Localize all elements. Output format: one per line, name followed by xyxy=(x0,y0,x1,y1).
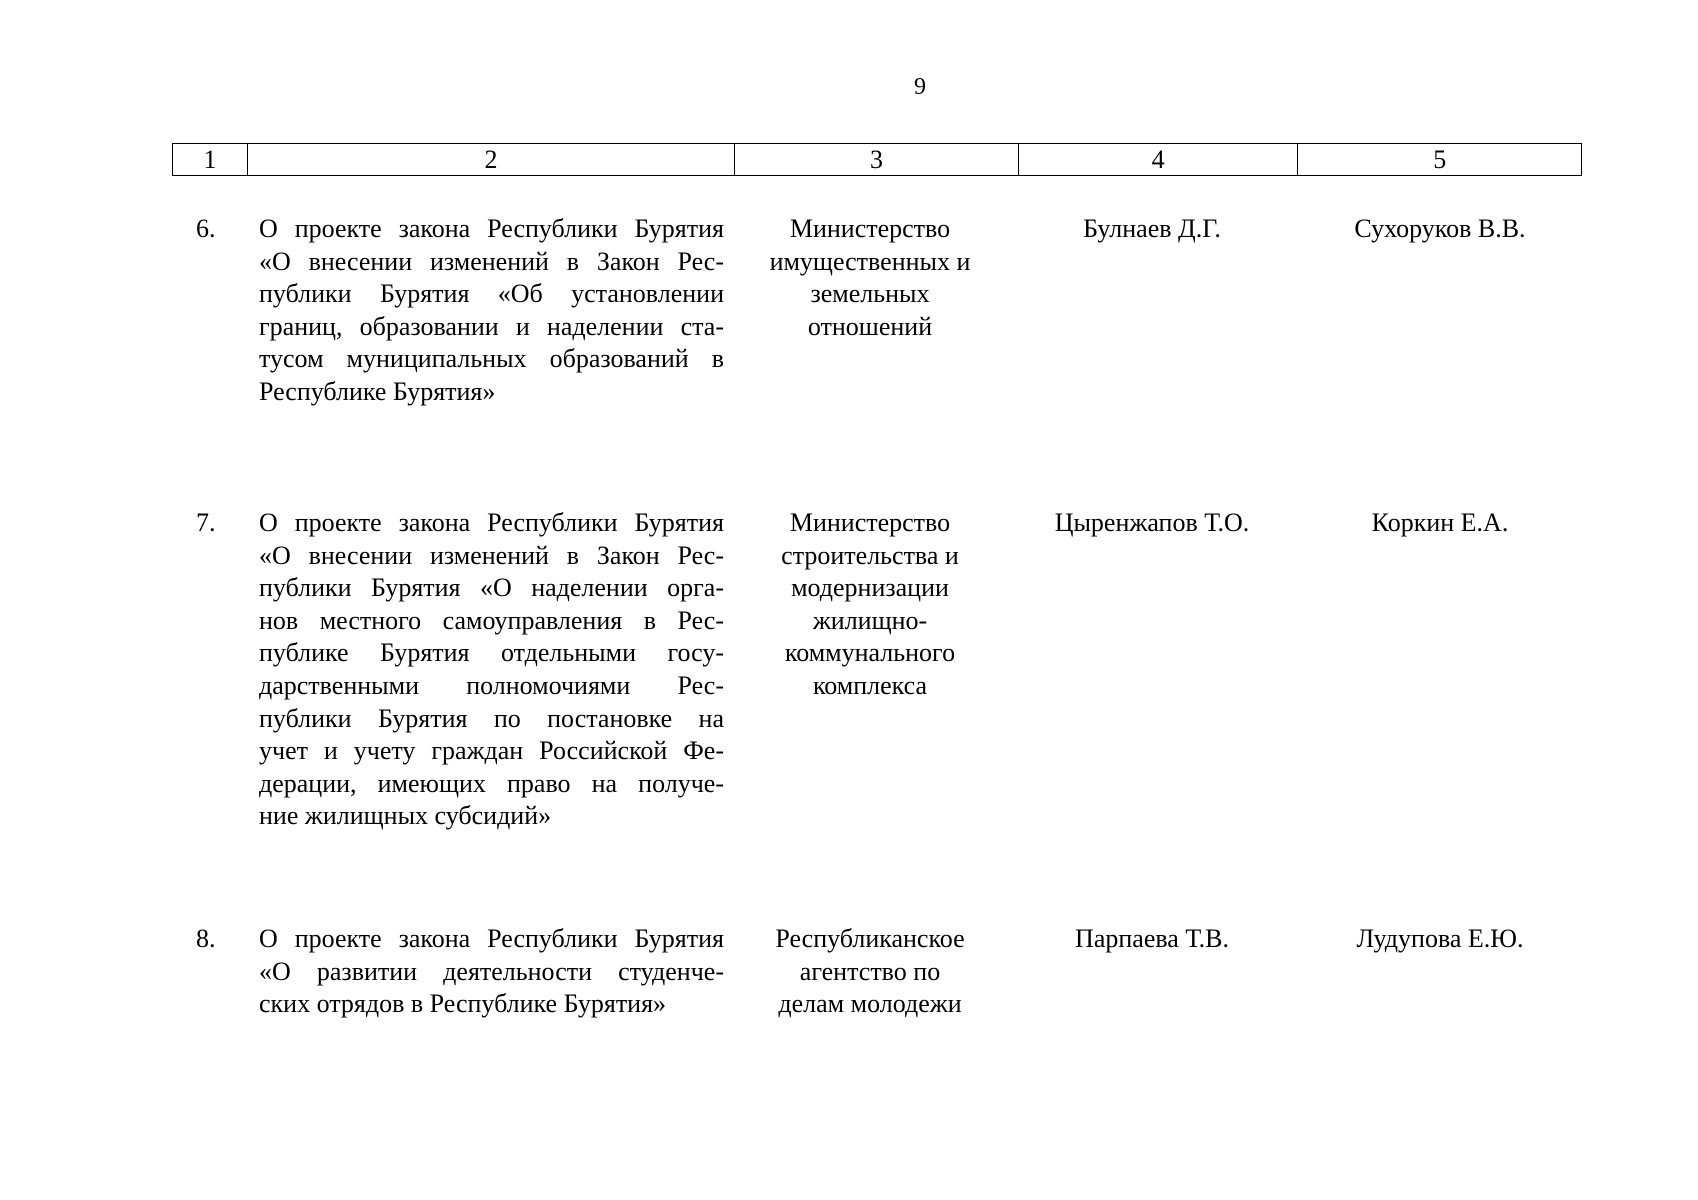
responsible-person: Цыренжапов Т.О. xyxy=(1054,508,1250,537)
agency-line: имущественных и xyxy=(769,246,971,276)
table-header-row xyxy=(172,143,1582,176)
column-number-3: 3 xyxy=(735,144,1019,175)
description-line: публики Бурятия по постановке на xyxy=(259,703,724,733)
description-line: ских отрядов в Республике Бурятия» xyxy=(259,989,667,1019)
description-line: дарственными полномочиями Рес- xyxy=(259,670,724,700)
page-number: 9 xyxy=(914,74,926,100)
description-line: О проекте закона Республики Бурятия xyxy=(259,924,724,953)
agency-line: жилищно- xyxy=(812,605,928,635)
agency-line: модернизации xyxy=(791,573,949,603)
description-line: «О внесении изменений в Закон Рес- xyxy=(259,540,724,570)
responsible-agency xyxy=(740,507,1000,703)
column-number-5: 5 xyxy=(1433,145,1447,174)
description-line: дерации, имеющих право на получе- xyxy=(259,768,724,798)
column-number-4: 4 xyxy=(1019,144,1299,175)
column-number-2: 2 xyxy=(248,144,735,175)
description-line: «О развитии деятельности студенче- xyxy=(259,956,724,986)
row-number: 8. xyxy=(196,924,216,953)
reporter: Сухоруков В.В. xyxy=(1354,214,1526,243)
bill-description xyxy=(259,213,724,409)
row-number: 6. xyxy=(196,214,216,243)
bill-description xyxy=(259,507,724,833)
reporter: Лудупова Е.Ю. xyxy=(1356,924,1524,953)
agency-line: земельных xyxy=(810,279,930,309)
reporter: Коркин Е.А. xyxy=(1371,508,1509,537)
agency-line: отношений xyxy=(807,311,933,341)
agency-line: Республиканское xyxy=(775,924,965,953)
description-line: «О внесении изменений в Закон Рес- xyxy=(259,246,724,276)
description-line: границ, образовании и наделении ста- xyxy=(259,311,724,341)
agency-line: Министерство xyxy=(789,508,951,537)
agency-line: комплекса xyxy=(812,670,928,700)
column-number-1: 1 xyxy=(173,144,248,175)
description-line: тусом муниципальных образований в xyxy=(259,344,724,374)
responsible-person: Булнаев Д.Г. xyxy=(1083,214,1221,243)
description-line: О проекте закона Республики Бурятия xyxy=(259,214,724,243)
responsible-person: Парпаева Т.В. xyxy=(1075,924,1229,953)
description-line: нов местного самоуправления в Рес- xyxy=(259,605,724,635)
responsible-agency xyxy=(740,213,1000,343)
agency-line: коммунального xyxy=(784,638,956,668)
responsible-agency xyxy=(740,923,1000,1021)
agency-line: делам молодежи xyxy=(778,989,962,1019)
agency-line: строительства и xyxy=(781,540,959,570)
description-line: публики Бурятия «О наделении орга- xyxy=(259,573,724,603)
description-line: учет и учету граждан Российской Фе- xyxy=(259,736,724,766)
description-line: О проекте закона Республики Бурятия xyxy=(259,508,724,537)
description-line: публике Бурятия отдельными госу- xyxy=(259,638,724,668)
row-number: 7. xyxy=(196,508,216,537)
agency-line: Министерство xyxy=(789,214,951,243)
description-line: публики Бурятия «Об установлении xyxy=(259,279,724,309)
bill-description xyxy=(259,923,724,1021)
description-line: ние жилищных субсидий» xyxy=(259,801,552,831)
description-line: Республике Бурятия» xyxy=(259,376,496,406)
agency-line: агентство по xyxy=(799,956,941,986)
